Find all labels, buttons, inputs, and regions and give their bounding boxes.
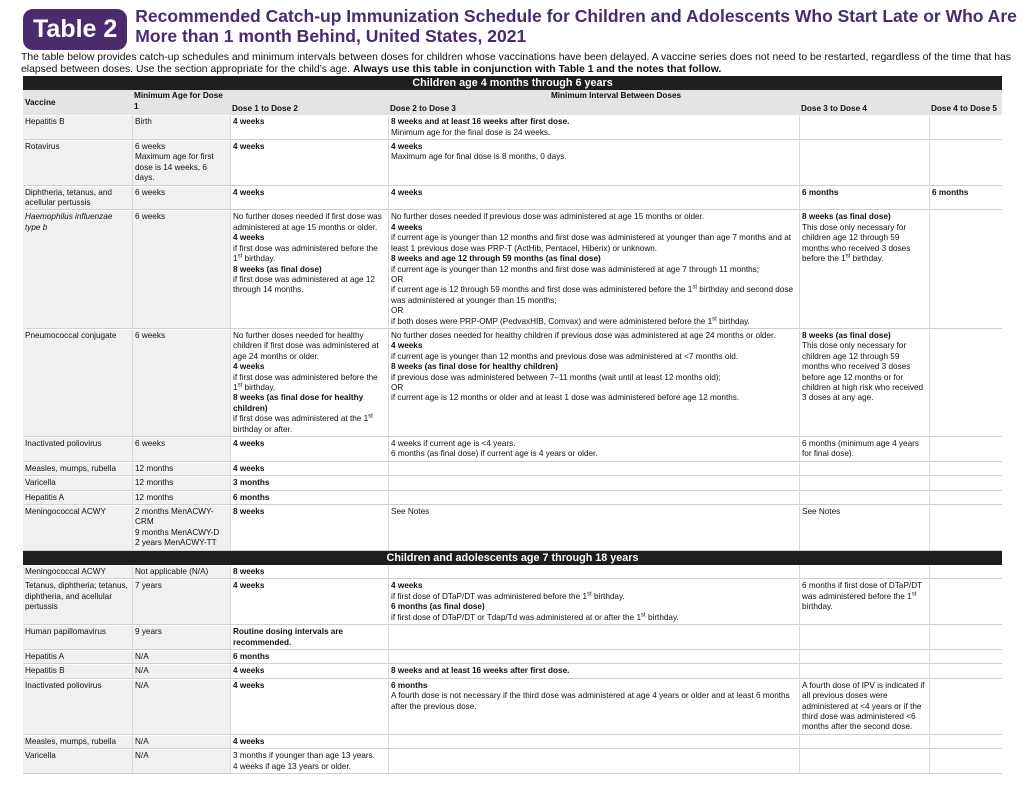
interval-dose2-3 (388, 115, 799, 140)
minimum-age (132, 462, 230, 476)
interval-dose4-5 (929, 565, 1002, 579)
minimum-age (132, 579, 230, 625)
header (7, 6, 1017, 50)
interval-dose3-4 (799, 650, 929, 664)
cell-line: 4 weeks (233, 736, 265, 746)
interval-dose3-4 (799, 679, 929, 735)
interval-dose1-2 (230, 329, 388, 437)
interval-dose2-3 (388, 476, 799, 490)
cell-line: if current age is younger than 12 months and first dose was administered at younger than age 7 months and at least 1 previous dose was PRP-T (ActHib, Pentacel, Hiberix) or unknown. (391, 233, 792, 253)
cell-line: 6 months (as final dose) if current age is 4 years or older. (391, 449, 598, 459)
page-title: Recommended Catch-up Immunization Schedule for Children and Adolescents Who Start Late or Who Are More than 1 month Behind, United States, 2021 (135, 6, 1017, 46)
cell-line: 6 months (233, 492, 270, 502)
table-row (23, 735, 1002, 749)
cell-line: 12 months (135, 492, 174, 502)
cell-line: 4 weeks (233, 233, 265, 243)
vaccine-name: Diphtheria, tetanus, and acellular pertussis (23, 186, 132, 211)
cell-line: N/A (135, 680, 149, 690)
col-dose3-4: Dose 3 to Dose 4 (799, 103, 929, 115)
vaccine-name: Pneumococcal conjugate (23, 329, 132, 437)
cell-line: 6 months (as final dose) (391, 602, 485, 612)
interval-dose1-2 (230, 679, 388, 735)
interval-dose1-2 (230, 115, 388, 140)
interval-dose4-5 (929, 329, 1002, 437)
cell-line: 3 months if younger than age 13 years. (233, 751, 376, 761)
cell-line: N/A (135, 651, 149, 661)
interval-dose3-4 (799, 735, 929, 749)
interval-dose4-5 (929, 749, 1002, 774)
interval-dose3-4 (799, 476, 929, 490)
interval-dose2-3 (388, 735, 799, 749)
cell-line: if current age is younger than 12 months and first dose was administered at age 7 through 11 months; (391, 264, 760, 274)
section-1-body (23, 115, 1002, 550)
vaccine-name: Haemophilus influenzae type b (23, 210, 132, 328)
cell-line: 3 months (233, 478, 270, 488)
cell-line: No further doses needed for healthy children if first dose was administered at age 24 months or older. (233, 330, 379, 361)
minimum-age (132, 625, 230, 650)
table-row (23, 462, 1002, 476)
table-row (23, 210, 1002, 328)
section-2-body (23, 565, 1002, 774)
cell-line: 4 weeks (391, 142, 423, 152)
vaccine-name: Varicella (23, 476, 132, 490)
interval-dose1-2 (230, 505, 388, 551)
cell-line: Minimum age for the final dose is 24 weeks. (391, 127, 551, 137)
cell-line: 6 months (802, 187, 839, 197)
cell-line: if first dose of DTaP/DT or Tdap/Td was administered at or after the 1st birthday. (391, 611, 679, 622)
vaccine-name: Meningococcal ACWY (23, 505, 132, 551)
cell-line: No further doses needed if first dose was administered at age 15 months or older. (233, 212, 382, 232)
table-row (23, 579, 1002, 625)
interval-dose1-2 (230, 210, 388, 328)
interval-dose4-5 (929, 664, 1002, 678)
interval-dose1-2 (230, 625, 388, 650)
vaccine-name: Inactivated poliovirus (23, 679, 132, 735)
cell-line: 4 weeks (233, 439, 265, 448)
minimum-age (132, 140, 230, 186)
interval-dose1-2 (230, 565, 388, 579)
interval-dose4-5 (929, 650, 1002, 664)
cell-line: if current age is younger than 12 months and previous dose was administered at <7 months old. (391, 351, 739, 361)
cell-line: if previous dose was administered between 7–11 months (wait until at least 12 months old); (391, 372, 721, 382)
interval-dose1-2 (230, 491, 388, 505)
cell-line: 6 weeks (135, 212, 166, 222)
minimum-age (132, 679, 230, 735)
cell-line: 6 months (932, 187, 969, 197)
interval-dose2-3 (388, 437, 799, 462)
cell-line: 4 weeks (233, 463, 265, 473)
cell-line: Not applicable (N/A) (135, 567, 209, 577)
cell-line: 4 weeks (233, 187, 265, 197)
interval-dose3-4 (799, 186, 929, 211)
interval-dose4-5 (929, 210, 1002, 328)
interval-dose2-3 (388, 210, 799, 328)
interval-dose2-3 (388, 664, 799, 678)
cell-line: 4 weeks (233, 581, 265, 591)
interval-dose2-3 (388, 491, 799, 505)
interval-dose4-5 (929, 491, 1002, 505)
col-vaccine: Vaccine (23, 90, 132, 115)
cell-line: 4 weeks (391, 187, 423, 197)
interval-dose1-2 (230, 140, 388, 186)
cell-line: 2 months MenACWY-CRM (135, 507, 214, 527)
interval-dose4-5 (929, 115, 1002, 140)
cell-line: if current age is 12 through 59 months and first dose was administered before the 1st birthday and second dose was administered at younger than 15 months; (391, 284, 794, 305)
minimum-age (132, 505, 230, 551)
interval-dose3-4 (799, 140, 929, 186)
cell-line: See Notes (802, 507, 841, 517)
minimum-age (132, 186, 230, 211)
interval-dose3-4 (799, 664, 929, 678)
cell-line: 4 weeks (233, 362, 265, 372)
cell-line: 6 weeks (135, 439, 166, 448)
cell-line: Birth (135, 117, 152, 127)
cell-line: 8 weeks (233, 567, 265, 577)
section-2-title: Children and adolescents age 7 through 18 years (23, 551, 1002, 565)
minimum-age (132, 650, 230, 664)
table-badge: Table 2 (23, 9, 127, 50)
table-row (23, 437, 1002, 462)
interval-dose2-3 (388, 650, 799, 664)
cell-line: 4 weeks if age 13 years or older. (233, 761, 351, 771)
cell-line: 6 months (391, 680, 428, 690)
cell-line: 8 weeks and age 12 through 59 months (as final dose) (391, 254, 601, 264)
vaccine-name: Varicella (23, 749, 132, 774)
interval-dose3-4 (799, 565, 929, 579)
interval-dose3-4 (799, 462, 929, 476)
cell-line: A fourth dose of IPV is indicated if all previous doses were administered at <4 years or if the third dose was administered <6 months after the second dose. (802, 680, 925, 732)
cell-line: 8 weeks (as final dose for healthy children) (233, 393, 364, 413)
interval-dose2-3 (388, 186, 799, 211)
vaccine-name: Hepatitis B (23, 115, 132, 140)
cell-line: 8 weeks and at least 16 weeks after first dose. (391, 666, 570, 676)
cell-line: N/A (135, 736, 149, 746)
vaccine-name: Hepatitis A (23, 491, 132, 505)
table-row (23, 565, 1002, 579)
cell-line: 8 weeks (233, 507, 265, 517)
cell-line: if first dose was administered before the 1st birthday. (233, 372, 378, 392)
cell-line: if current age is 12 months or older and at least 1 dose was administered before age 12 months. (391, 393, 740, 403)
cell-line: 4 weeks (391, 581, 423, 591)
interval-dose2-3 (388, 565, 799, 579)
table-row (23, 329, 1002, 437)
interval-dose4-5 (929, 462, 1002, 476)
interval-dose1-2 (230, 186, 388, 211)
intro-text (21, 52, 1011, 76)
interval-dose2-3 (388, 140, 799, 186)
cell-line: if first dose was administered before the 1st birthday. (233, 243, 378, 264)
cell-line: See Notes (391, 507, 430, 517)
cell-line: 6 weeks (135, 330, 166, 340)
cell-line: N/A (135, 666, 149, 676)
interval-dose4-5 (929, 505, 1002, 551)
cell-line: 2 years MenACWY-TT (135, 538, 217, 548)
minimum-age (132, 735, 230, 749)
cell-line: 6 months if first dose of DTaP/DT was administered before the 1st birthday. (802, 581, 922, 612)
cell-line: No further doses needed for healthy children if previous dose was administered at age 24 months or older. (391, 330, 776, 340)
cell-line: 4 weeks (233, 666, 265, 676)
cell-line: This dose only necessary for children age 12 through 59 months who received 3 doses before age 12 months or for children at high risk who received 3 doses at any age. (802, 341, 924, 403)
interval-dose3-4 (799, 491, 929, 505)
cell-line: 6 months (233, 651, 270, 661)
interval-dose4-5 (929, 735, 1002, 749)
col-min-interval: Minimum Interval Between Doses (230, 90, 1002, 102)
minimum-age (132, 210, 230, 328)
cell-line: if first dose was administered at age 12 through 14 months. (233, 274, 375, 295)
interval-dose2-3 (388, 505, 799, 551)
cell-line: 4 weeks (233, 680, 265, 690)
col-dose1-2: Dose 1 to Dose 2 (230, 103, 388, 115)
cell-line: 4 weeks if current age is <4 years. (391, 439, 516, 448)
interval-dose2-3 (388, 579, 799, 625)
minimum-age (132, 565, 230, 579)
cell-line: N/A (135, 751, 149, 761)
interval-dose1-2 (230, 462, 388, 476)
interval-dose4-5 (929, 625, 1002, 650)
minimum-age (132, 437, 230, 462)
minimum-age (132, 329, 230, 437)
interval-dose3-4 (799, 749, 929, 774)
interval-dose3-4 (799, 437, 929, 462)
cell-line: This dose only necessary for children age 12 through 59 months who received 3 doses before the 1st birthday. (802, 222, 911, 264)
cell-line: if first dose of DTaP/DT was administered before the 1st birthday. (391, 591, 625, 601)
cell-line: 8 weeks (as final dose) (802, 212, 891, 222)
interval-dose3-4 (799, 625, 929, 650)
table-row (23, 140, 1002, 186)
cell-line: 12 months (135, 478, 174, 488)
interval-dose4-5 (929, 679, 1002, 735)
vaccine-name: Measles, mumps, rubella (23, 735, 132, 749)
interval-dose3-4 (799, 329, 929, 437)
catch-up-table (23, 76, 1002, 774)
cell-line: Routine dosing intervals are recommended. (233, 627, 344, 647)
cell-line: No further doses needed if previous dose was administered at age 15 months or older. (391, 212, 705, 222)
minimum-age (132, 664, 230, 678)
col-min-age: Minimum Age for Dose 1 (132, 90, 230, 115)
interval-dose4-5 (929, 579, 1002, 625)
table-row (23, 186, 1002, 211)
interval-dose3-4 (799, 210, 929, 328)
table-row (23, 679, 1002, 735)
vaccine-name: Hepatitis B (23, 664, 132, 678)
interval-dose1-2 (230, 735, 388, 749)
minimum-age (132, 491, 230, 505)
interval-dose4-5 (929, 186, 1002, 211)
table-row (23, 491, 1002, 505)
cell-line: Maximum age for final dose is 8 months, 0 days. (391, 152, 567, 162)
cell-line: 8 weeks (as final dose for healthy children) (391, 362, 558, 372)
cell-line: 4 weeks (391, 341, 423, 351)
cell-line: Maximum age for first dose is 14 weeks, 6 days. (135, 152, 214, 183)
table-row (23, 625, 1002, 650)
table-row (23, 749, 1002, 774)
cell-line: 9 months MenACWY-D (135, 527, 220, 537)
col-dose4-5: Dose 4 to Dose 5 (929, 103, 1002, 115)
interval-dose2-3 (388, 462, 799, 476)
table-row (23, 115, 1002, 140)
vaccine-name: Human papillomavirus (23, 625, 132, 650)
interval-dose4-5 (929, 437, 1002, 462)
cell-line: 9 years (135, 627, 162, 637)
interval-dose1-2 (230, 650, 388, 664)
minimum-age (132, 749, 230, 774)
interval-dose1-2 (230, 749, 388, 774)
col-dose2-3: Dose 2 to Dose 3 (388, 103, 799, 115)
interval-dose2-3 (388, 329, 799, 437)
cell-line: 12 months (135, 463, 174, 473)
interval-dose2-3 (388, 625, 799, 650)
interval-dose3-4 (799, 579, 929, 625)
section-1-title: Children age 4 months through 6 years (23, 76, 1002, 90)
cell-line: 4 weeks (233, 142, 265, 152)
vaccine-name: Meningococcal ACWY (23, 565, 132, 579)
cell-line: 7 years (135, 581, 162, 591)
cell-line: 4 weeks (233, 117, 265, 127)
vaccine-name: Inactivated poliovirus (23, 437, 132, 462)
cell-line: OR (391, 306, 404, 316)
cell-line: if first dose was administered at the 1st birthday or after. (233, 413, 373, 434)
vaccine-name: Measles, mumps, rubella (23, 462, 132, 476)
cell-line: 6 weeks (135, 142, 166, 152)
intro-emphasis: Always use this table in conjunction with Table 1 and the notes that follow. (352, 64, 722, 75)
minimum-age (132, 476, 230, 490)
vaccine-name: Hepatitis A (23, 650, 132, 664)
cell-line: 6 months (minimum age 4 years for final dose). (802, 439, 919, 459)
cell-line: if both doses were PRP-OMP (PedvaxHIB, Comvax) and were administered before the 1st birthday. (391, 315, 750, 326)
vaccine-name: Rotavirus (23, 140, 132, 186)
interval-dose2-3 (388, 749, 799, 774)
interval-dose1-2 (230, 476, 388, 490)
table-row (23, 505, 1002, 551)
cell-line: 8 weeks (as final dose) (233, 264, 322, 274)
vaccine-name: Tetanus, diphtheria; tetanus, diphtheria, and acellular pertussis (23, 579, 132, 625)
minimum-age (132, 115, 230, 140)
table-row (23, 476, 1002, 490)
cell-line: A fourth dose is not necessary if the third dose was administered at age 4 years or older and at least 6 months after the previous dose. (391, 691, 790, 711)
interval-dose3-4 (799, 115, 929, 140)
cell-line: 6 weeks (135, 187, 166, 197)
cell-line: 8 weeks (as final dose) (802, 330, 891, 340)
table-row (23, 664, 1002, 678)
interval-dose1-2 (230, 579, 388, 625)
cell-line: OR (391, 382, 404, 392)
cell-line: OR (391, 274, 404, 284)
interval-dose1-2 (230, 664, 388, 678)
interval-dose2-3 (388, 679, 799, 735)
interval-dose1-2 (230, 437, 388, 462)
interval-dose4-5 (929, 476, 1002, 490)
cell-line: 8 weeks and at least 16 weeks after first dose. (391, 117, 570, 127)
interval-dose3-4 (799, 505, 929, 551)
cell-line: 4 weeks (391, 222, 423, 232)
interval-dose4-5 (929, 140, 1002, 186)
intro-body: The table below provides catch-up schedules and minimum intervals between doses for children whose vaccinations have been delayed. A vaccine series does not need to be restarted, regardless of the time that has elapsed between doses. Use the section appropriate for the child’s age. (21, 52, 1011, 75)
table-row (23, 650, 1002, 664)
